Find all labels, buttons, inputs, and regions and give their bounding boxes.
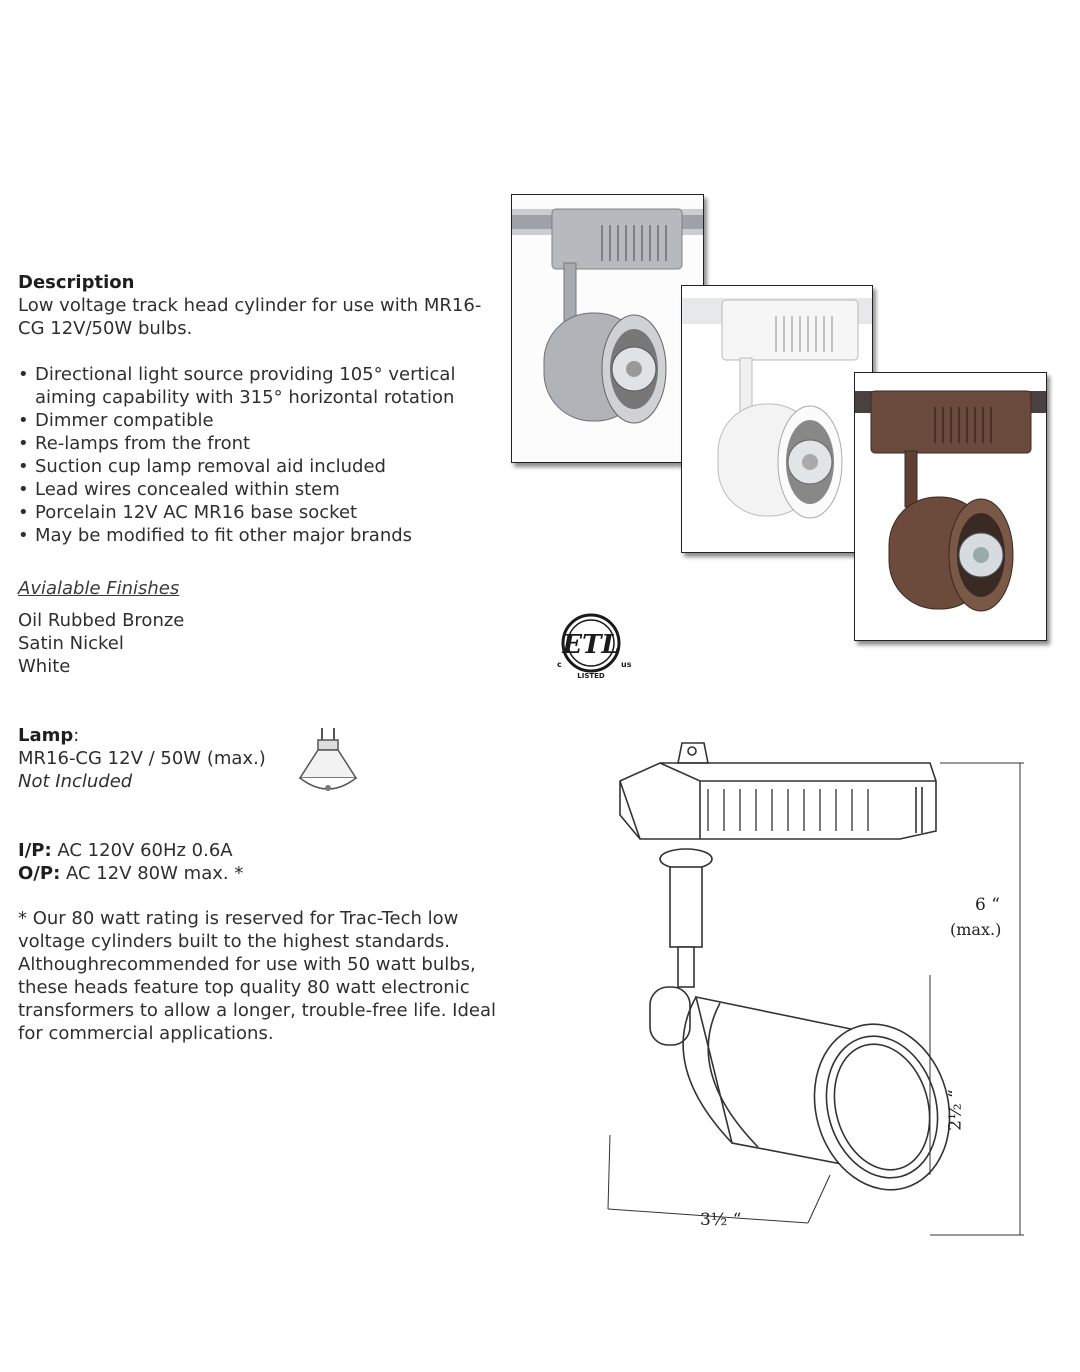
footnote: * Our 80 watt rating is reserved for Trac-Tech low voltage cylinders built to the highest standards. Althoughrecommended for use with 50 watt bulbs, these heads feature top quality 80 watt electronic transformers to allow a longer, trouble-free life. Ideal for commercial applications. [18, 908, 497, 1044]
etl-mark: ETL [562, 630, 620, 660]
finish-item: Satin Nickel [18, 633, 124, 654]
lamp-label: Lamp [18, 725, 74, 746]
dimension-drawing [600, 735, 1040, 1245]
product-photo-satin-nickel [511, 194, 704, 463]
etl-listed-logo [541, 609, 651, 683]
height-dimension-note: (max.) [950, 920, 1002, 939]
height-dimension: 6 “ [975, 895, 1000, 915]
mr16-bulb-icon [296, 726, 360, 802]
op-value: AC 12V 80W max. * [60, 863, 244, 884]
finishes-heading: Avialable Finishes [18, 578, 180, 599]
lamp-spec: MR16-CG 12V / 50W (max.) [18, 748, 266, 769]
feature-item: • Porcelain 12V AC MR16 base socket [18, 501, 488, 524]
product-photo-oil-rubbed-bronze [854, 372, 1047, 641]
description-body: Low voltage track head cylinder for use with MR16-CG 12V/50W bulbs. [18, 295, 482, 339]
diameter-dimension: 2½ “ [945, 1089, 966, 1131]
finish-item: Oil Rubbed Bronze [18, 610, 185, 631]
ip-value: AC 120V 60Hz 0.6A [51, 840, 233, 861]
feature-list [18, 363, 488, 547]
feature-item: • Dimmer compatible [18, 409, 488, 432]
output-power [18, 862, 243, 885]
product-photo-white [681, 285, 873, 553]
input-power [18, 839, 233, 862]
etl-us: us [621, 660, 632, 669]
lamp-colon: : [73, 725, 80, 746]
length-dimension: 3½ “ [700, 1210, 742, 1230]
lamp-note: Not Included [18, 771, 133, 792]
description-title: Description [18, 272, 135, 293]
feature-item: • Suction cup lamp removal aid included [18, 455, 488, 478]
finish-item: White [18, 656, 71, 677]
lamp-title [18, 724, 79, 747]
feature-item: • Lead wires concealed within stem [18, 478, 488, 501]
finishes-list [18, 609, 184, 678]
etl-listed: LISTED [577, 672, 605, 680]
ip-label: I/P: [18, 840, 52, 861]
op-label: O/P: [18, 863, 61, 884]
feature-item: • May be modified to fit other major brands [18, 524, 488, 547]
feature-item: • Re-lamps from the front [18, 432, 488, 455]
etl-c: c [557, 660, 562, 669]
feature-item: • Directional light source providing 105° vertical aiming capability with 315° horizontal rotation [18, 363, 488, 409]
